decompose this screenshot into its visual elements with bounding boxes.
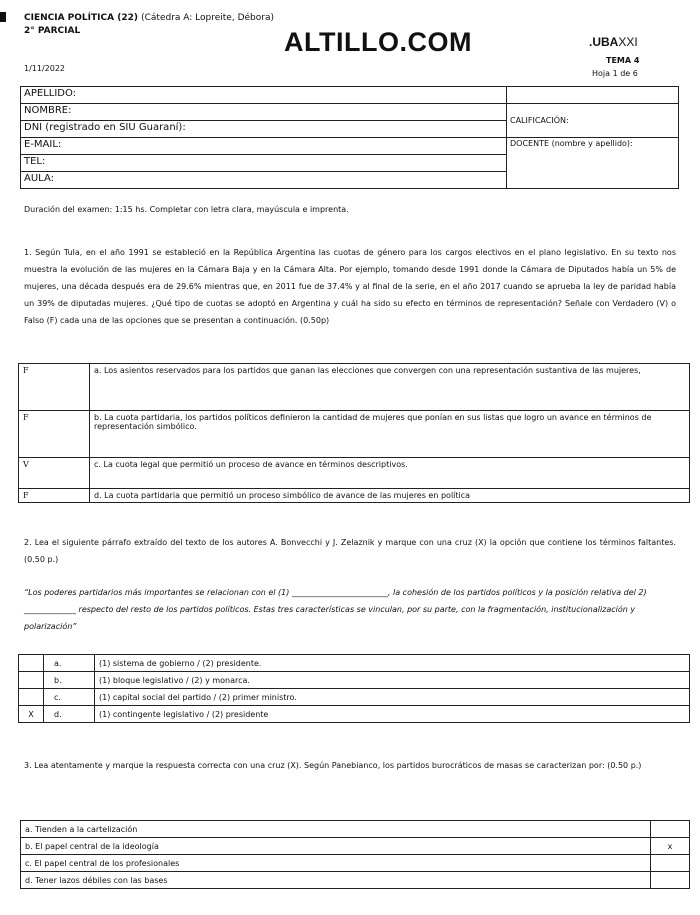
table-row xyxy=(19,364,690,411)
nombre-field[interactable]: NOMBRE: xyxy=(21,104,507,121)
blank-cell xyxy=(507,87,679,104)
page-counter: Hoja 1 de 6 xyxy=(592,69,638,78)
option-letter: a. xyxy=(44,655,95,672)
question-2-text: 2. Lea el siguiente párrafo extraído del texto de los autores A. Bonvecchi y J. Zelaznik y marque con una cruz (X) la opción que contiene los términos faltantes. (0.50 p.) xyxy=(24,538,676,564)
answer-mark-cell[interactable]: F xyxy=(19,364,90,411)
dni-field[interactable]: DNI (registrado en SIU Guaraní): xyxy=(21,121,507,138)
answer-mark-cell[interactable]: V xyxy=(19,458,90,489)
answer-mark-cell[interactable]: x xyxy=(651,838,690,855)
option-text: c. La cuota legal que permitió un proceso de avance en términos descriptivos. xyxy=(90,458,690,489)
answer-mark-cell[interactable] xyxy=(651,855,690,872)
option-text: c. El papel central de los profesionales xyxy=(21,855,651,872)
option-letter: c. xyxy=(44,689,95,706)
table-row xyxy=(19,672,690,689)
table-row xyxy=(19,655,690,672)
option-letter: b. xyxy=(44,672,95,689)
question-1-table xyxy=(18,363,690,503)
option-text: a. Tienden a la cartelización xyxy=(21,821,651,838)
catedra-label: (Cátedra A: Lopreite, Débora) xyxy=(141,13,274,23)
student-info-table xyxy=(20,86,679,189)
option-text: (1) capital social del partido / (2) primer ministro. xyxy=(95,689,690,706)
answer-mark-cell[interactable]: F xyxy=(19,489,90,503)
exam-date: 1/11/2022 xyxy=(24,64,66,73)
answer-mark-cell[interactable] xyxy=(651,821,690,838)
parcial-label: 2° PARCIAL xyxy=(24,26,81,36)
calificacion-field[interactable]: CALIFICACIÓN: xyxy=(507,104,679,138)
aula-field[interactable]: AULA: xyxy=(21,172,507,189)
option-letter: d. xyxy=(44,706,95,723)
option-text: (1) sistema de gobierno / (2) presidente. xyxy=(95,655,690,672)
uba-logo-suffix: XXI xyxy=(618,35,638,49)
question-2-table xyxy=(18,654,690,723)
option-text: d. La cuota partidaria que permitió un proceso simbólico de avance de las mujeres en política xyxy=(90,489,690,503)
answer-mark-cell[interactable]: X xyxy=(19,706,44,723)
table-row xyxy=(21,821,690,838)
table-row xyxy=(19,489,690,503)
option-text: (1) bloque legislativo / (2) y monarca. xyxy=(95,672,690,689)
table-row xyxy=(19,689,690,706)
table-row xyxy=(21,872,690,889)
question-2-quote: “Los poderes partidarios más importantes se relacionan con el (1) ________________________, la cohesión de los partidos políticos y la posición relativa del 2) _____________ respecto del resto de los partidos políticos. Estas tres características se vinculan, por su parte, con la fragmentación, institucionalización y polarización” xyxy=(24,588,647,631)
option-text: (1) contingente legislativo / (2) presidente xyxy=(95,706,690,723)
option-text: b. El papel central de la ideología xyxy=(21,838,651,855)
exam-instructions: Duración del examen: 1:15 hs. Completar con letra clara, mayúscula e imprenta. xyxy=(24,205,349,214)
option-text: d. Tener lazos débiles con las bases xyxy=(21,872,651,889)
uba-logo-text: .UBA xyxy=(589,35,619,49)
option-text: a. Los asientos reservados para los partidos que ganan las elecciones que convergen con una representación sustantiva de las mujeres, xyxy=(90,364,690,411)
answer-mark-cell[interactable]: F xyxy=(19,411,90,458)
table-row xyxy=(21,855,690,872)
apellido-field[interactable]: APELLIDO: xyxy=(21,87,507,104)
option-text: b. La cuota partidaria, los partidos políticos definieron la cantidad de mujeres que ponían en sus listas que logro un avance en términos de representación simbólico. xyxy=(90,411,690,458)
docente-field[interactable]: DOCENTE (nombre y apellido): xyxy=(507,138,679,189)
answer-mark-cell[interactable] xyxy=(19,672,44,689)
tema-label: TEMA 4 xyxy=(606,56,640,65)
table-row xyxy=(19,458,690,489)
question-1-text: 1. Según Tula, en el año 1991 se estableció en la República Argentina las cuotas de género para los cargos electivos en el plano legislativo. En su texto nos muestra la evolución de las mujeres en la Cámara Baja y en la Cámara Alta. Por ejemplo, tomando desde 1991 donde la Cámara de Diputados había un 5% de mujeres, una década después era de 29.6% mientras que, en 2011 fue de 37.4% y al final de la serie, en el año 2017 cuando se aprueba la ley de paridad había un 39% de diputadas mujeres. ¿Qué tipo de cuotas se adoptó en Argentina y cuál ha sido su efecto en términos de representación? Señale con Verdadero (V) o Falso (F) cada una de las opciones que se presentan a continuación. (0.50p) xyxy=(24,248,676,325)
table-row xyxy=(19,411,690,458)
answer-mark-cell[interactable] xyxy=(19,689,44,706)
tel-field[interactable]: TEL: xyxy=(21,155,507,172)
question-3-text: 3. Lea atentamente y marque la respuesta correcta con una cruz (X). Según Panebianco, los partidos burocráticos de masas se caracterizan por: (0.50 p.) xyxy=(24,761,642,770)
table-row xyxy=(19,706,690,723)
question-3-table xyxy=(20,820,690,889)
course-title xyxy=(24,13,274,23)
brand-watermark: ALTILLO.COM xyxy=(284,27,472,57)
email-field[interactable]: E-MAIL: xyxy=(21,138,507,155)
answer-mark-cell[interactable] xyxy=(19,655,44,672)
table-row xyxy=(21,838,690,855)
answer-mark-cell[interactable] xyxy=(651,872,690,889)
course-name: CIENCIA POLÍTICA (22) xyxy=(24,13,138,23)
page-edge-mark xyxy=(0,12,6,22)
uba-logo xyxy=(589,35,638,49)
